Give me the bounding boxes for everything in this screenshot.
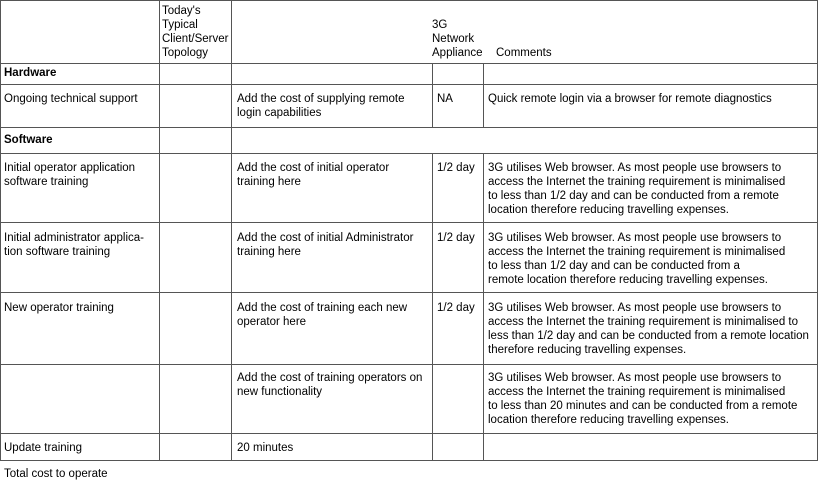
header-comments: Comments [496,47,552,59]
row-label: Update training [4,442,82,454]
row-comment: 3G utilises Web browser. As most people use browsers to access the Internet the training requirement is minimalised to less than 1/2 day and can be conducted from a remote location therefore reducing travelling expenses. [488,232,786,286]
table-rule [483,84,484,127]
table-rule [483,63,484,84]
section-hardware: Hardware [4,67,57,79]
row-comment: 3G utilises Web browser. As most people use browsers to access the Internet the training requirement is minimalised to less than 1/2 day and can be conducted from a remote location therefore reducing travelling expenses. [488,162,786,216]
table-rule [0,0,1,460]
row-3g-value: NA [437,93,453,105]
row-cost-note: Add the cost of training operators on new functionality [237,372,423,398]
table-rule [432,153,433,460]
section-software: Software [4,134,53,146]
row-cost-note: Add the cost of initial Administrator training here [237,232,414,258]
table-rule [0,364,818,365]
row-3g-value: 1/2 day [437,162,475,174]
table-rule [0,0,818,1]
table-rule [0,433,818,434]
row-comment: 3G utilises Web browser. As most people use browsers to access the Internet the training requirement is minimalised to less than 20 minutes and can be conducted from a remote location therefore reducing travelling expenses. [488,372,798,426]
row-comment: 3G utilises Web browser. As most people use browsers to access the Internet the training requirement is minimalised to less than 1/2 day and can be conducted from a remote location therefore reducing travelling expenses. [488,302,809,356]
row-comment: Quick remote login via a browser for remote diagnostics [488,93,772,105]
table-rule [0,63,818,64]
row-cost-note: Add the cost of initial operator training here [237,162,390,188]
row-cost-note: Add the cost of training each new operator here [237,302,408,328]
table-rule [159,0,160,460]
table-rule [817,0,818,460]
total-cost-label: Total cost to operate [4,468,108,480]
row-cost-note: Add the cost of supplying remote login capabilities [237,93,405,119]
row-3g-value: 1/2 day [437,232,475,244]
table-rule [0,153,818,154]
table-rule [432,84,433,127]
table-rule [432,63,433,84]
table-rule [0,292,818,293]
table-rule [483,153,484,460]
row-cost-note: 20 minutes [237,442,294,454]
row-label: Initial operator application software training [4,162,136,188]
table-rule [0,127,818,128]
table-rule [231,0,232,460]
row-label: Initial administrator applica- tion software training [4,232,144,258]
row-label: Ongoing technical support [4,93,138,105]
table-rule [0,460,818,461]
table-rule [0,84,818,85]
table-rule [0,222,818,223]
row-label: New operator training [4,302,114,314]
header-3g-appliance: 3G Network Appliance [432,19,483,59]
header-client-server: Today's Typical Client/Server Topology [162,5,229,59]
row-3g-value: 1/2 day [437,302,475,314]
